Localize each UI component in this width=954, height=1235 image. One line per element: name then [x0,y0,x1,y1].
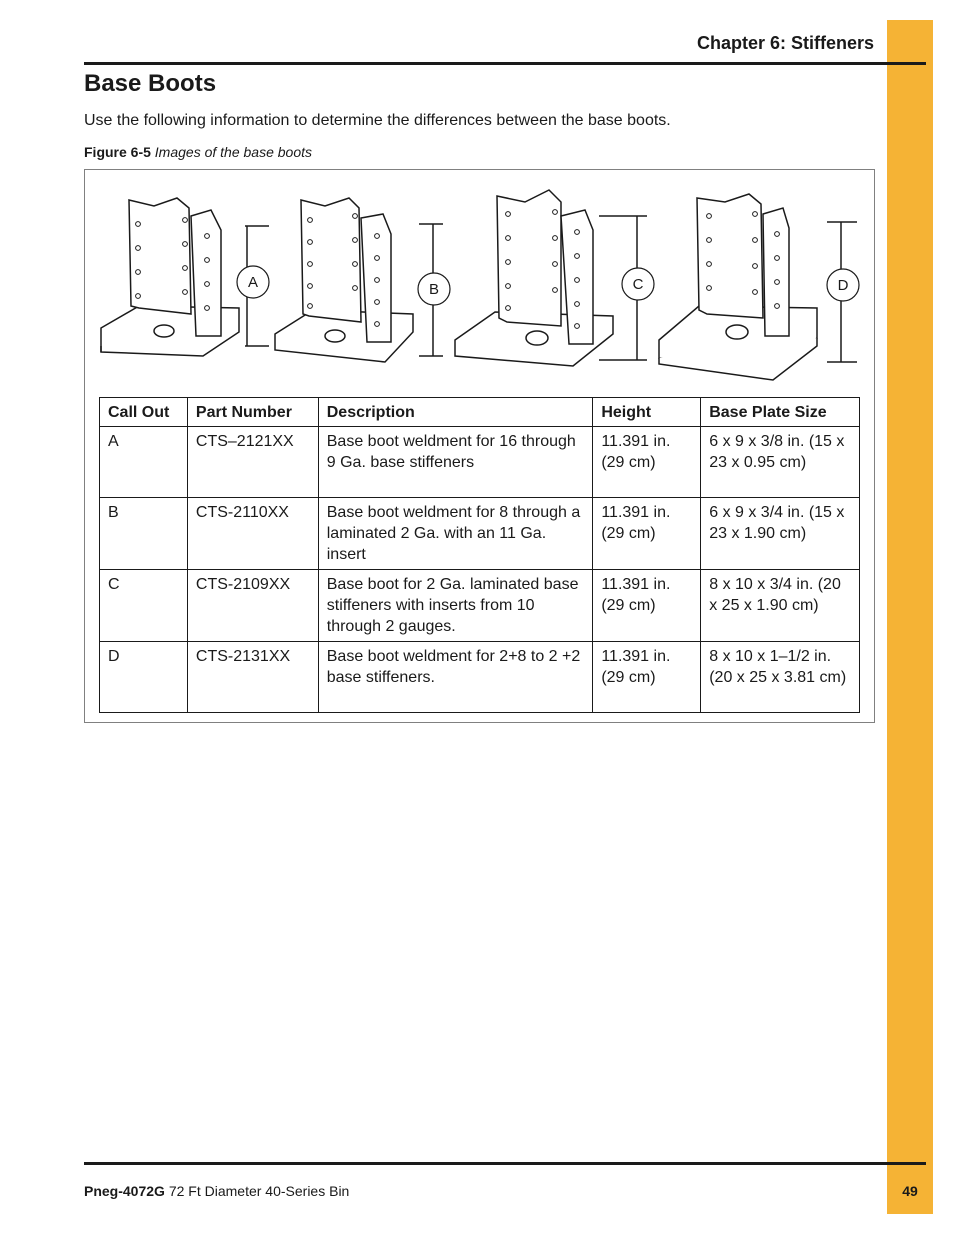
table-header-row [100,398,860,427]
cell-call-out: D [100,642,188,713]
base-boots-illustration [99,186,860,386]
callout-a-label: A [247,274,259,291]
header-base-plate-size: Base Plate Size [701,398,860,427]
boot-c-drawing [455,190,647,366]
table-row [100,498,860,570]
cell-call-out: C [100,570,188,642]
cell-height: 11.391 in. (29 cm) [593,642,701,713]
cell-part-number: CTS-2131XX [187,642,318,713]
intro-text: Use the following information to determine the differences between the base boots. [84,112,671,129]
cell-height: 11.391 in. (29 cm) [593,427,701,498]
figure-caption [84,144,312,160]
chapter-side-tab [887,20,933,1214]
callout-c-label: C [632,276,644,293]
cell-height: 11.391 in. (29 cm) [593,498,701,570]
header-part-number: Part Number [187,398,318,427]
header-description: Description [318,398,593,427]
footer-rule [84,1162,926,1165]
figure-box [84,169,875,723]
cell-description: Base boot weldment for 2+8 to 2 +2 base stiffeners. [318,642,593,713]
cell-description: Base boot weldment for 16 through 9 Ga. base stiffeners [318,427,593,498]
cell-base-plate-size: 6 x 9 x 3/4 in. (15 x 23 x 1.90 cm) [701,498,860,570]
boot-b-drawing [275,198,443,362]
header-height: Height [593,398,701,427]
footer-document [84,1183,349,1199]
cell-base-plate-size: 8 x 10 x 3/4 in. (20 x 25 x 1.90 cm) [701,570,860,642]
cell-part-number: CTS–2121XX [187,427,318,498]
cell-height: 11.391 in. (29 cm) [593,570,701,642]
page-title: Base Boots [84,70,217,97]
cell-base-plate-size: 6 x 9 x 3/8 in. (15 x 23 x 0.95 cm) [701,427,860,498]
callout-d-label: D [837,277,849,294]
base-boots-table [99,397,860,713]
cell-call-out: A [100,427,188,498]
header-call-out: Call Out [100,398,188,427]
header-rule [84,62,926,65]
table-row [100,427,860,498]
footer-doc-code: Pneg-4072G [84,1183,165,1199]
cell-part-number: CTS-2110XX [187,498,318,570]
table-row [100,642,860,713]
cell-description: Base boot for 2 Ga. laminated base stiffeners with inserts from 10 through 2 gauges. [318,570,593,642]
page-number: 49 [902,1183,918,1199]
cell-description: Base boot weldment for 8 through a laminated 2 Ga. with an 11 Ga. insert [318,498,593,570]
cell-part-number: CTS-2109XX [187,570,318,642]
cell-base-plate-size: 8 x 10 x 1–1/2 in. (20 x 25 x 3.81 cm) [701,642,860,713]
chapter-heading: Chapter 6: Stiffeners [696,33,874,53]
figure-number: Figure 6-5 [84,144,151,160]
figure-caption-text: Images of the base boots [154,144,313,160]
callout-b-label: B [428,281,440,298]
footer-doc-title: 72 Ft Diameter 40-Series Bin [168,1183,350,1199]
table-row [100,570,860,642]
cell-call-out: B [100,498,188,570]
